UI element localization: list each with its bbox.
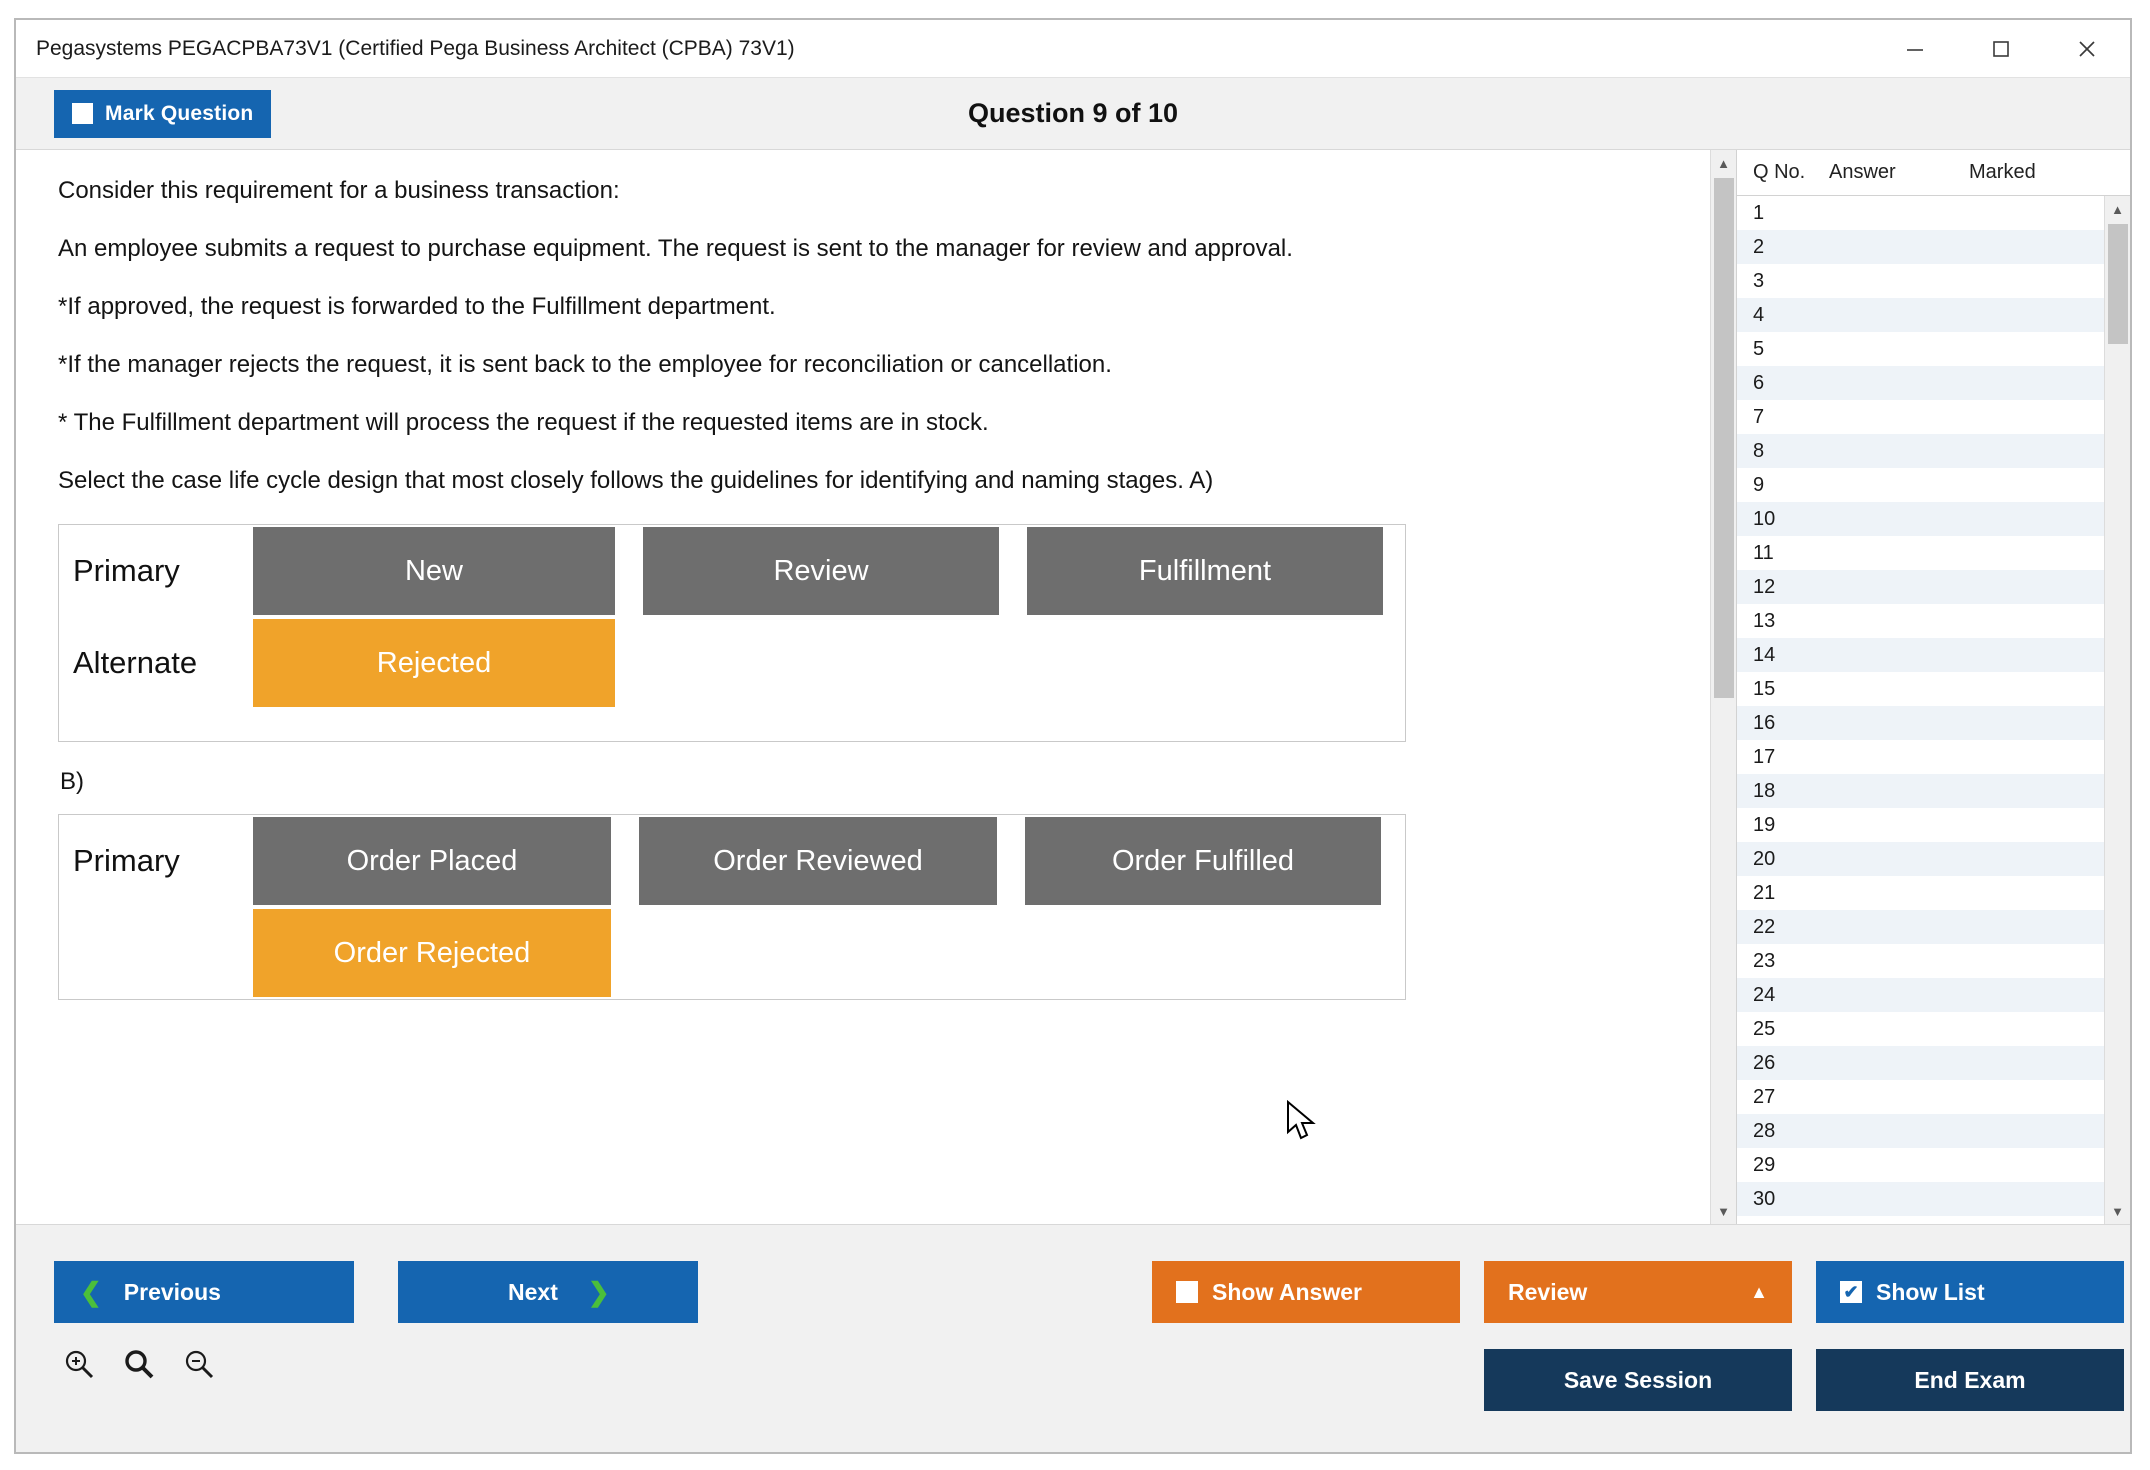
save-session-label: Save Session <box>1563 1366 1713 1393</box>
show-answer-label: Show Answer <box>1212 1278 1362 1305</box>
stage-gap <box>999 815 1025 907</box>
table-row[interactable] <box>1737 672 2104 706</box>
stage-new: New <box>253 527 615 615</box>
cell-qno: 23 <box>1753 949 1776 972</box>
window-titlebar <box>16 20 2130 78</box>
cell-qno: 13 <box>1753 609 1776 632</box>
stage-review: Review <box>643 527 999 615</box>
review-label: Review <box>1508 1278 1588 1305</box>
lifecycle-footer-space <box>59 709 1405 741</box>
lifecycle-primary-label: Primary <box>73 843 180 878</box>
cell-qno: 2 <box>1753 235 1765 258</box>
table-row[interactable] <box>1737 1080 2104 1114</box>
cell-qno: 7 <box>1753 405 1765 428</box>
previous-button-label: Previous <box>123 1278 221 1305</box>
table-row[interactable] <box>1737 1148 2104 1182</box>
table-row[interactable] <box>1737 1182 2104 1216</box>
end-exam-button[interactable] <box>1816 1349 2124 1411</box>
show-answer-checkbox[interactable] <box>1176 1281 1198 1303</box>
table-row[interactable] <box>1737 842 2104 876</box>
next-button-label: Next <box>508 1278 558 1305</box>
table-row[interactable] <box>1737 808 2104 842</box>
footer-toolbar <box>16 1224 2130 1452</box>
list-scroll-down-icon[interactable]: ▼ <box>2111 1203 2124 1219</box>
cell-qno: 25 <box>1753 1017 1776 1040</box>
chevron-left-icon: ❮ <box>80 1276 102 1307</box>
table-row[interactable] <box>1737 502 2104 536</box>
table-row[interactable] <box>1737 468 2104 502</box>
stage-fulfillment: Fulfillment <box>1027 527 1383 615</box>
exam-body <box>16 150 2130 1224</box>
zoom-out-icon[interactable] <box>182 1347 216 1386</box>
cell-qno: 16 <box>1753 711 1776 734</box>
cell-qno: 24 <box>1753 983 1776 1006</box>
question-scrollbar[interactable] <box>1710 150 1736 1224</box>
list-scrollbar[interactable] <box>2104 196 2130 1224</box>
cell-qno: 22 <box>1753 915 1776 938</box>
table-row[interactable] <box>1737 638 2104 672</box>
cell-qno: 5 <box>1753 337 1765 360</box>
list-scroll-up-icon[interactable]: ▲ <box>2111 201 2124 217</box>
minimize-icon[interactable] <box>1872 21 1958 77</box>
table-row[interactable] <box>1737 876 2104 910</box>
list-scroll-thumb[interactable] <box>2108 224 2128 344</box>
cell-qno: 21 <box>1753 881 1776 904</box>
question-header-band <box>16 78 2130 150</box>
save-session-button[interactable] <box>1484 1349 1792 1411</box>
lifecycle-diagram-b <box>58 814 1406 1000</box>
cell-qno: 10 <box>1753 507 1776 530</box>
table-row[interactable] <box>1737 196 2104 230</box>
table-row[interactable] <box>1737 774 2104 808</box>
table-row[interactable] <box>1737 332 2104 366</box>
stage-order-placed: Order Placed <box>253 817 611 905</box>
stage-rejected: Rejected <box>253 619 615 707</box>
question-paragraph: *If approved, the request is forwarded to the Fulfillment department. <box>58 293 776 320</box>
cell-qno: 17 <box>1753 745 1776 768</box>
table-row[interactable] <box>1737 944 2104 978</box>
close-icon[interactable] <box>2044 21 2130 77</box>
review-dropdown[interactable] <box>1484 1261 1792 1323</box>
cell-qno: 28 <box>1753 1119 1776 1142</box>
question-text <box>58 176 1676 496</box>
column-header-answer: Answer <box>1829 161 1896 183</box>
table-row[interactable] <box>1737 1012 2104 1046</box>
next-button[interactable] <box>398 1261 698 1323</box>
table-row[interactable] <box>1737 604 2104 638</box>
cell-qno: 20 <box>1753 847 1776 870</box>
mark-question-button[interactable] <box>54 90 271 138</box>
window-title: Pegasystems PEGACPBA73V1 (Certified Pega Business Architect (CPBA) 73V1) <box>36 36 795 60</box>
stage-order-rejected: Order Rejected <box>253 909 611 997</box>
lifecycle-alternate-row <box>59 617 1405 709</box>
question-list-rows <box>1737 196 2104 1224</box>
lifecycle-alternate-row <box>59 907 1405 999</box>
maximize-icon[interactable] <box>1958 21 2044 77</box>
lifecycle-diagram-a <box>58 524 1406 742</box>
question-paragraph: Consider this requirement for a business transaction: <box>58 177 620 204</box>
table-row[interactable] <box>1737 1046 2104 1080</box>
table-row[interactable] <box>1737 434 2104 468</box>
question-list-header <box>1737 150 2130 196</box>
exam-window <box>14 18 2132 1454</box>
cell-qno: 30 <box>1753 1187 1776 1210</box>
cell-qno: 4 <box>1753 303 1765 326</box>
lifecycle-alternate-label-empty <box>59 907 253 999</box>
question-paragraph: An employee submits a request to purchase equipment. The request is sent to the manager for review and approval. <box>58 235 1293 262</box>
cell-qno: 26 <box>1753 1051 1776 1074</box>
table-row[interactable] <box>1737 366 2104 400</box>
column-header-marked: Marked <box>1969 161 2036 183</box>
lifecycle-alternate-label: Alternate <box>73 645 198 680</box>
show-answer-button[interactable] <box>1152 1261 1460 1323</box>
cell-qno: 3 <box>1753 269 1765 292</box>
question-paragraph: *If the manager rejects the request, it is sent back to the employee for reconciliation or cancellation. <box>58 351 1112 378</box>
cell-qno: 12 <box>1753 575 1776 598</box>
scroll-up-icon[interactable]: ▲ <box>1717 155 1730 171</box>
lifecycle-primary-row <box>59 525 1405 617</box>
table-row[interactable] <box>1737 400 2104 434</box>
question-list-body <box>1737 196 2130 1224</box>
cell-qno: 14 <box>1753 643 1776 666</box>
zoom-controls <box>62 1347 216 1386</box>
table-row[interactable] <box>1737 910 2104 944</box>
zoom-icon[interactable] <box>122 1347 156 1386</box>
column-header-qno: Q No. <box>1753 161 1806 183</box>
cell-qno: 9 <box>1753 473 1765 496</box>
table-row[interactable] <box>1737 298 2104 332</box>
end-exam-label: End Exam <box>1914 1366 2026 1393</box>
scroll-down-icon[interactable]: ▼ <box>1717 1203 1730 1219</box>
zoom-in-icon[interactable] <box>62 1347 96 1386</box>
show-list-label: Show List <box>1876 1278 1985 1305</box>
table-row[interactable] <box>1737 230 2104 264</box>
show-list-button[interactable] <box>1816 1261 2124 1323</box>
table-row[interactable] <box>1737 740 2104 774</box>
stage-gap <box>617 525 643 617</box>
cell-qno: 27 <box>1753 1085 1776 1108</box>
stage-order-fulfilled: Order Fulfilled <box>1025 817 1381 905</box>
mark-question-label: Mark Question <box>105 101 254 125</box>
cell-qno: 1 <box>1753 201 1765 224</box>
table-row[interactable] <box>1737 264 2104 298</box>
show-list-checkbox[interactable]: ✔ <box>1840 1281 1862 1303</box>
question-paragraph: * The Fulfillment department will process the request if the requested items are in stock. <box>58 409 989 436</box>
cell-qno: 29 <box>1753 1153 1776 1176</box>
table-row[interactable] <box>1737 1114 2104 1148</box>
mark-question-checkbox[interactable] <box>72 103 93 124</box>
question-paragraph: Select the case life cycle design that most closely follows the guidelines for identifying and naming stages. A) <box>58 467 1214 494</box>
cell-qno: 6 <box>1753 371 1765 394</box>
lifecycle-primary-row <box>59 815 1405 907</box>
option-b-letter: B) <box>60 768 84 795</box>
chevron-right-icon: ❯ <box>587 1276 610 1307</box>
chevron-up-icon: ▲ <box>1750 1281 1768 1302</box>
page-title: Question 9 of 10 <box>967 98 1179 128</box>
stage-gap <box>613 815 639 907</box>
question-scroll-thumb[interactable] <box>1714 178 1734 698</box>
table-row[interactable] <box>1737 536 2104 570</box>
question-pane <box>16 150 1710 1224</box>
stage-gap <box>1001 525 1027 617</box>
stage-order-reviewed: Order Reviewed <box>639 817 997 905</box>
lifecycle-primary-label: Primary <box>73 553 180 588</box>
cell-qno: 8 <box>1753 439 1765 462</box>
table-row[interactable] <box>1737 570 2104 604</box>
previous-button[interactable] <box>54 1261 354 1323</box>
question-list-panel <box>1736 150 2130 1224</box>
cell-qno: 15 <box>1753 677 1776 700</box>
cell-qno: 11 <box>1753 541 1774 564</box>
cell-qno: 18 <box>1753 779 1776 802</box>
table-row[interactable] <box>1737 978 2104 1012</box>
cell-qno: 19 <box>1753 813 1776 836</box>
table-row[interactable] <box>1737 706 2104 740</box>
